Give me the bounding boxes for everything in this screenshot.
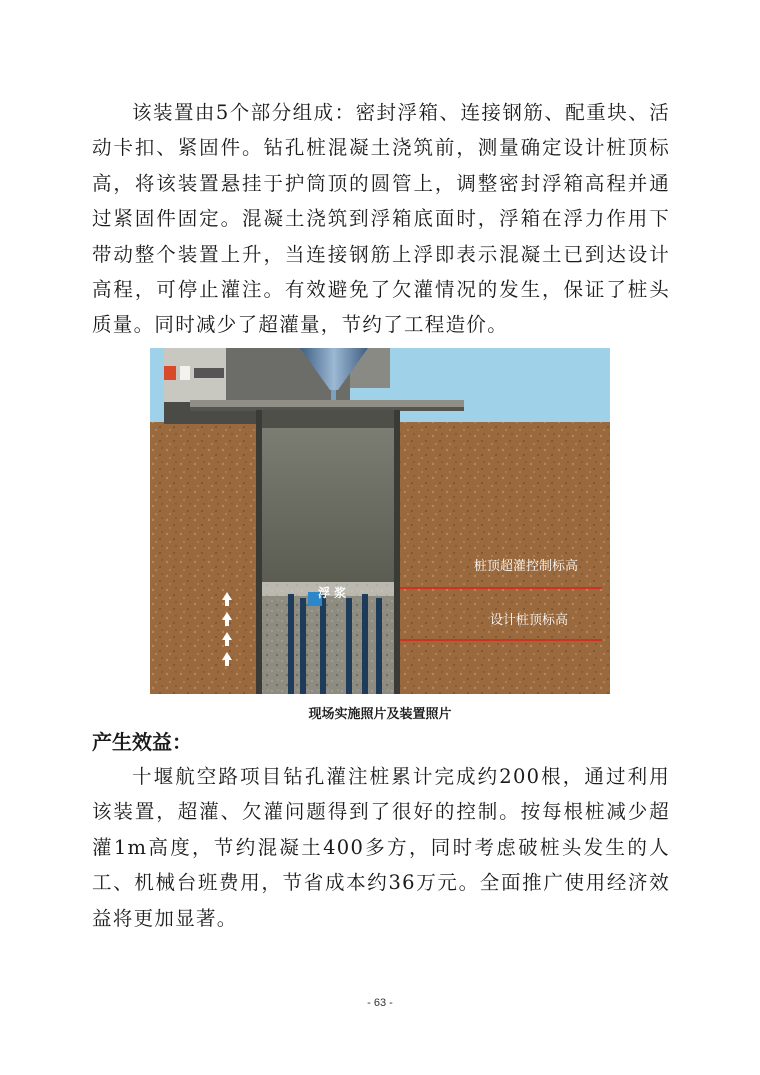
intro-paragraph: 该装置由5个部分组成：密封浮箱、连接钢筋、配重块、活动卡扣、紧固件。钻孔桩混凝土浇筑前，测量确定设计桩顶标高，将该装置悬挂于护筒顶的圆管上，调整密封浮箱高程并通过紧固件固定。混凝土浇筑到浮箱底面时，浮箱在浮力作用下带动整个装置上升，当连接钢筋上浮即表示混凝土已到达设计高程，可停止灌注。有效避免了欠灌情况的发生，保证了桩头质量。同时减少了超灌量，节约了工程造价。 <box>92 101 670 337</box>
slurry-label: 浮 浆 <box>318 586 347 600</box>
benefit-paragraph: 十堰航空路项目钻孔灌注桩累计完成约200根，通过利用该装置，超灌、欠灌问题得到了很好的控制。按每根桩减少超灌1m高度，节约混凝土400多方，同时考虑破桩头发生的人工、机械台班费用，节省成本约36万元。全面推广使用经济效益将更加显著。 <box>92 765 670 930</box>
figure-caption: 现场实施照片及装置照片 <box>308 707 452 722</box>
design-level-label: 设计桩顶标高 <box>490 613 569 628</box>
page-number: - 63 - <box>367 997 393 1009</box>
overpour-level-label: 桩顶超灌控制标高 <box>474 559 579 574</box>
construction-diagram <box>150 348 610 694</box>
section-heading: 产生效益： <box>92 730 192 754</box>
liquid-column <box>262 410 394 582</box>
